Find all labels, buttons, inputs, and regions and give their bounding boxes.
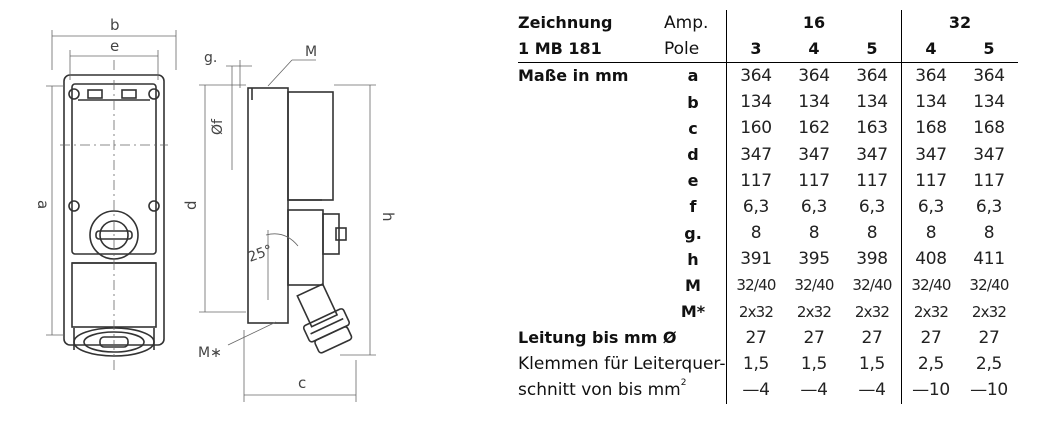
dim-b: b <box>110 16 120 34</box>
angled-socket <box>290 281 356 356</box>
dimension-value: 168 <box>973 118 1005 139</box>
masse-label <box>518 247 660 273</box>
dim-M: M <box>305 44 318 60</box>
schnitt-value: —4 <box>727 378 786 404</box>
spec-table <box>518 10 1018 404</box>
dimension-row <box>518 116 1018 142</box>
masse-label <box>518 273 660 299</box>
dimension-key: M* <box>680 302 706 322</box>
dimension-value: 8 <box>808 223 820 244</box>
dimension-value: 364 <box>973 65 1005 86</box>
dim-angle: 25° <box>245 242 275 266</box>
dimension-value: 364 <box>798 65 830 86</box>
dimension-value: 117 <box>856 170 888 191</box>
leitung-value: 27 <box>727 325 786 351</box>
klemmen-value: 1,5 <box>727 351 786 377</box>
dimension-value: 411 <box>973 249 1005 270</box>
dimension-value: 408 <box>902 247 961 273</box>
dimension-value: 347 <box>973 144 1005 165</box>
amp-label: Amp. <box>664 12 709 33</box>
dimension-value: 8 <box>727 221 786 247</box>
dimension-value: 162 <box>798 118 830 139</box>
dimension-value: 6,3 <box>975 196 1003 217</box>
schnitt-value: —4 <box>858 380 886 401</box>
dim-a: a <box>34 200 52 210</box>
dimension-key: c <box>688 118 698 138</box>
dimension-row <box>518 63 1018 90</box>
schnitt-value: —4 <box>800 380 828 401</box>
dimension-value: 117 <box>798 170 830 191</box>
masse-label <box>518 90 660 116</box>
dimension-value: 6,3 <box>800 196 828 217</box>
dimension-row <box>518 142 1018 168</box>
dimension-value: 6,3 <box>902 194 961 220</box>
leitung-value: 27 <box>861 327 883 348</box>
pole-value: 4 <box>785 36 843 63</box>
dimension-value: 364 <box>856 65 888 86</box>
dimension-value: 347 <box>902 142 961 168</box>
superscript-2: 2 <box>680 378 687 389</box>
schnitt-value: —10 <box>902 378 961 404</box>
dim-d: d <box>182 200 200 210</box>
dim-f: Øf <box>210 119 226 135</box>
pole-value: 3 <box>727 36 786 63</box>
dimension-value: 134 <box>856 92 888 113</box>
model-label: 1 MB 181 <box>518 36 660 63</box>
dim-c: c <box>298 374 307 392</box>
klemmen-value: 2,5 <box>975 354 1003 375</box>
dimension-key: d <box>687 145 699 165</box>
dimension-value: 168 <box>902 116 961 142</box>
dimension-value: 134 <box>798 92 830 113</box>
pole-value: 4 <box>902 36 961 63</box>
dimension-value: 2x32 <box>902 299 961 325</box>
dimension-value: 2x32 <box>727 299 786 325</box>
dimension-row <box>518 299 1018 325</box>
klemmen-value: 1,5 <box>858 354 886 375</box>
dimension-value: 395 <box>798 249 830 270</box>
schnitt-value: —10 <box>970 380 1008 401</box>
masse-label <box>518 221 660 247</box>
dimension-value: 2x32 <box>971 302 1007 321</box>
amp-32: 32 <box>902 10 1019 36</box>
dimension-value: 32/40 <box>969 276 1009 295</box>
dimension-value: 398 <box>856 249 888 270</box>
dimension-value: 32/40 <box>727 273 786 299</box>
masse-label <box>518 299 660 325</box>
schnitt-label: schnitt von bis $mm^2$ <box>518 378 687 401</box>
dimension-value: 32/40 <box>902 273 961 299</box>
technical-drawing <box>0 0 500 425</box>
pole-value: 5 <box>960 36 1018 63</box>
dim-e: e <box>110 37 120 55</box>
dimension-value: 32/40 <box>852 276 892 295</box>
dimension-key: g. <box>684 223 702 243</box>
dimension-key: e <box>687 171 699 191</box>
dimension-value: 117 <box>902 168 961 194</box>
dim-Mstar: M∗ <box>198 345 222 361</box>
dimension-value: 117 <box>973 170 1005 191</box>
dimension-value: 134 <box>727 90 786 116</box>
dimension-value: 134 <box>973 92 1005 113</box>
masse-label <box>518 168 660 194</box>
dimension-value: 6,3 <box>727 194 786 220</box>
dimension-value: 391 <box>727 247 786 273</box>
dimension-value: 8 <box>866 223 878 244</box>
dimension-row <box>518 247 1018 273</box>
dimension-value: 2x32 <box>796 302 832 321</box>
masse-label <box>518 116 660 142</box>
dim-g: g. <box>204 50 218 66</box>
dimension-value: 117 <box>727 168 786 194</box>
dimension-row <box>518 168 1018 194</box>
dimension-value: 134 <box>902 90 961 116</box>
dimension-value: 8 <box>902 221 961 247</box>
dimension-value: 6,3 <box>858 196 886 217</box>
masse-label: Maße in mm <box>518 66 629 86</box>
pole-value: 5 <box>843 36 902 63</box>
pole-label: Pole <box>660 36 727 63</box>
dimension-value: 8 <box>983 223 995 244</box>
leitung-value: 27 <box>978 327 1000 348</box>
dimension-value: 2x32 <box>854 302 890 321</box>
dimension-value: 347 <box>856 144 888 165</box>
dimension-key: M <box>685 275 701 295</box>
dimension-key: b <box>687 92 699 112</box>
dimension-value: 347 <box>798 144 830 165</box>
leitung-label: Leitung bis mm Ø <box>518 328 677 348</box>
dimension-key: a <box>687 66 699 86</box>
klemmen-value: 1,5 <box>800 354 828 375</box>
dimension-value: 163 <box>856 118 888 139</box>
dimension-value: 160 <box>727 116 786 142</box>
dimension-row <box>518 90 1018 116</box>
amp-16: 16 <box>727 10 902 36</box>
dimension-value: 364 <box>727 63 786 90</box>
masse-label <box>518 194 660 220</box>
klemmen-value: 2,5 <box>902 351 961 377</box>
zeichnung-label: Zeichnung <box>518 13 613 33</box>
masse-label <box>518 142 660 168</box>
dimension-row <box>518 273 1018 299</box>
dimension-row <box>518 221 1018 247</box>
dimension-key: f <box>689 197 697 217</box>
dimension-value: 364 <box>902 63 961 90</box>
leitung-value: 27 <box>803 327 825 348</box>
leitung-value: 27 <box>902 325 961 351</box>
dimension-key: h <box>687 249 699 269</box>
dim-h: h <box>379 212 397 222</box>
dimension-value: 347 <box>727 142 786 168</box>
dimension-value: 32/40 <box>794 276 834 295</box>
dimension-row <box>518 194 1018 220</box>
klemmen-label: Klemmen für Leiterquer- <box>518 354 726 375</box>
